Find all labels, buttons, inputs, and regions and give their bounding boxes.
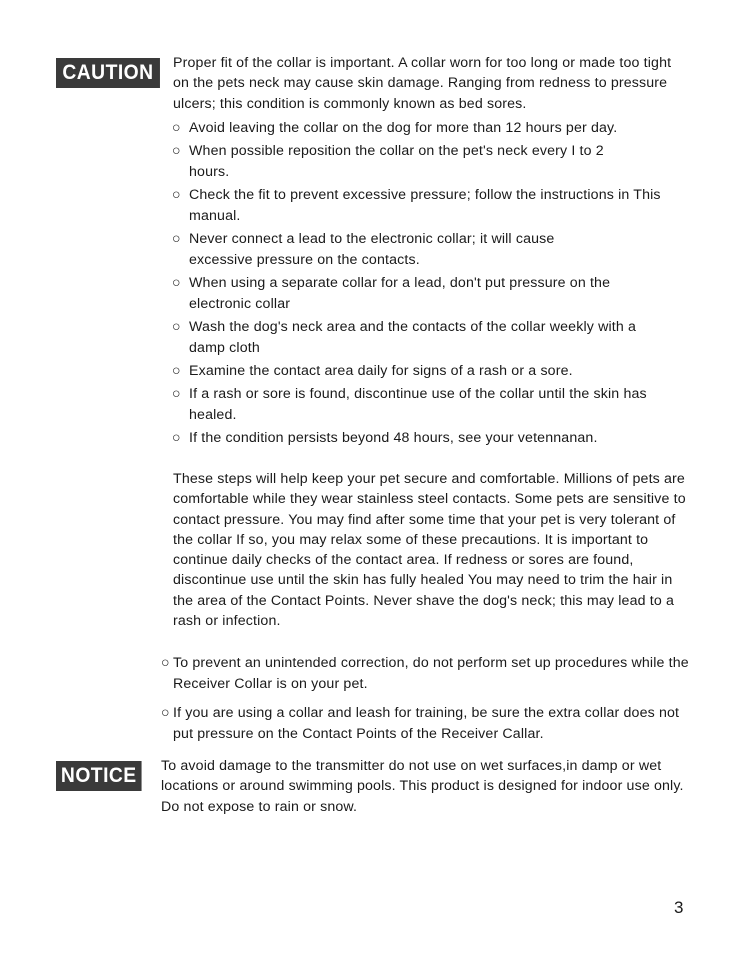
bullet-circle-icon: ○ — [172, 275, 181, 291]
bullet-circle-icon: ○ — [172, 386, 181, 402]
bullet-circle-icon: ○ — [172, 231, 181, 247]
caution-label: CAUTION — [56, 58, 160, 88]
caution-bullet-6: ○ Wash the dog's neck area and the contacts of the collar weekly with a damp cloth — [172, 319, 637, 356]
caution-extra-bullet-2: ○ If you are using a collar and leash for training, be sure the extra collar does not put pressure on the Contact Points of the Receiver Callar. — [161, 705, 680, 742]
bullet-circle-icon: ○ — [172, 187, 181, 203]
notice-label: NOTICE — [56, 761, 142, 791]
caution-bullet-5: ○ When using a separate collar for a lead, don't put pressure on the electronic collar — [172, 275, 611, 312]
notice-text: To avoid damage to the transmitter do not use on wet surfaces,in damp or wet locations or around swimming pools. This product is designed for indoor use only. Do not expose to rain or snow. — [161, 758, 684, 815]
caution-summary: These steps will help keep your pet secure and comfortable. Millions of pets are comfortable while they wear stainless steel contacts. Some pets are sensitive to contact pressure. You may find after some time that your pet is very tolerant of the collar If so, you may relax some of these precautions. It is important to continue daily checks of the contact area. If redness or sores are found, discontinue use until the skin has fully healed You may need to trim the hair in the area of the Contact Points. Never shave the dog's neck; this may lead to a rash or infection. — [173, 471, 686, 630]
caution-extra-bullet-1: ○ To prevent an unintended correction, do not perform set up procedures while the Receiver Collar is on your pet. — [161, 655, 689, 692]
bullet-circle-icon: ○ — [161, 705, 170, 721]
bullet-circle-icon: ○ — [172, 143, 181, 159]
bullet-circle-icon: ○ — [172, 363, 181, 379]
page-number: 3 — [674, 898, 684, 917]
bullet-circle-icon: ○ — [161, 655, 170, 671]
caution-bullet-7: ○ Examine the contact area daily for signs of a rash or a sore. — [172, 361, 692, 382]
caution-bullet-4: ○ Never connect a lead to the electronic collar; it will cause excessive pressure on the contacts. — [172, 231, 555, 268]
bullet-circle-icon: ○ — [172, 430, 181, 446]
bullet-circle-icon: ○ — [172, 319, 181, 335]
caution-bullet-2: ○ When possible reposition the collar on the pet's neck every I to 2 hours. — [172, 143, 604, 180]
bullet-circle-icon: ○ — [172, 120, 181, 136]
caution-bullet-3: ○ Check the fit to prevent excessive pressure; follow the instructions in This manual. — [172, 187, 661, 224]
caution-bullet-8: ○ If a rash or sore is found, discontinue use of the collar until the skin has healed. — [172, 386, 647, 423]
caution-bullet-9: ○ If the condition persists beyond 48 hours, see your vetennanan. — [172, 428, 692, 449]
caution-intro: Proper fit of the collar is important. A collar worn for too long or made too tight on the pets neck may cause skin damage. Ranging from redness to pressure ulcers; this condition is commonly known as bed sores. — [173, 55, 672, 112]
caution-bullet-1: ○ Avoid leaving the collar on the dog for more than 12 hours per day. — [172, 118, 692, 139]
